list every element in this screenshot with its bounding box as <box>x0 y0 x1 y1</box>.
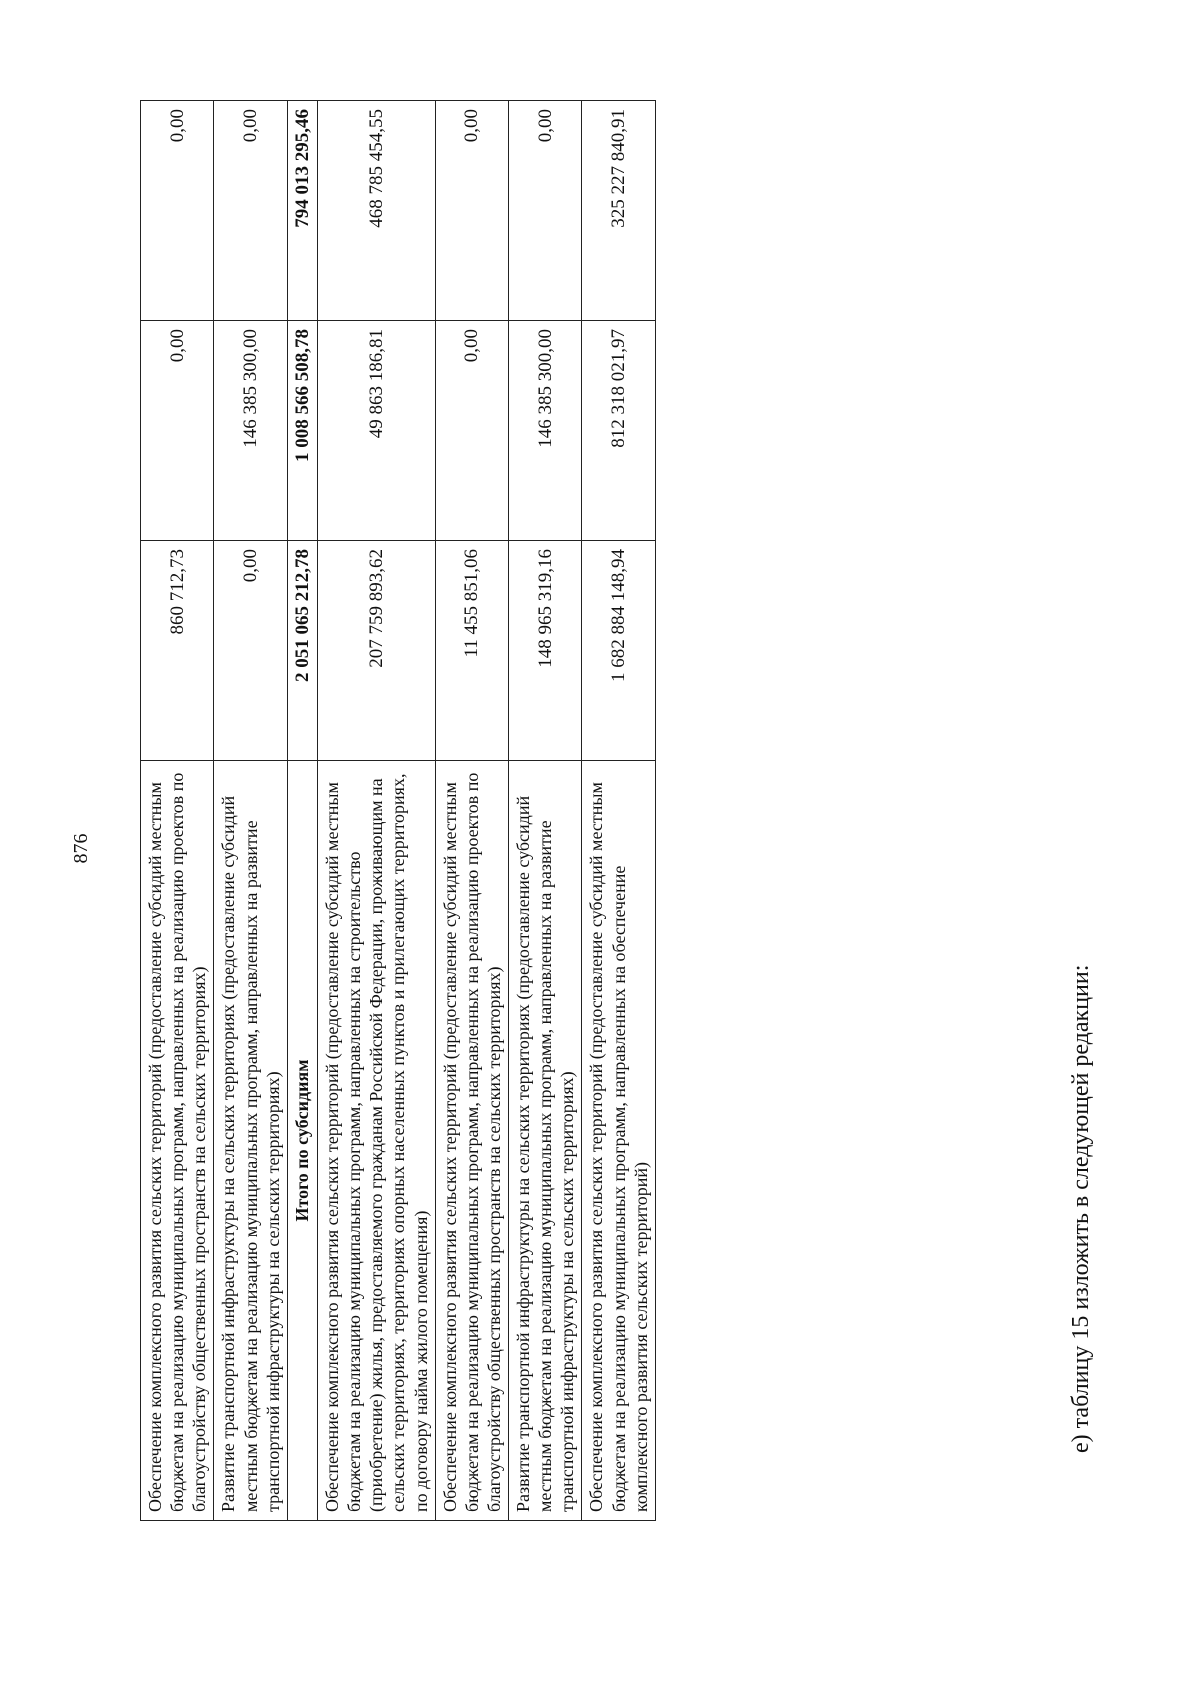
row-value-2: 812 318 021,97 <box>582 321 655 541</box>
subsidy-table-container <box>140 101 656 1521</box>
row-name: Обеспечение комплексного развития сельских территорий (предоставление субсидий местным бюджетам на реализацию муниципальных программ, направленных на реализацию проектов по благоустройству общественных пространств на сельских территориях) <box>141 761 214 1521</box>
subsidy-table <box>140 100 656 1521</box>
table-row <box>214 101 287 1521</box>
row-name: Обеспечение комплексного развития сельских территорий (предоставление субсидий местным бюджетам на реализацию муниципальных программ, направленных на реализацию проектов по благоустройству общественных пространств на сельских территориях) <box>435 761 508 1521</box>
row-value-1: 207 759 893,62 <box>318 541 436 761</box>
table-row <box>318 101 436 1521</box>
row-value-1: 860 712,73 <box>141 541 214 761</box>
row-value-2: 0,00 <box>435 321 508 541</box>
row-name: Обеспечение комплексного развития сельских территорий (предоставление субсидий местным бюджетам на реализацию муниципальных программ, направленных на строительство (приобретение) жилья, предоставляемого гражданам Российской Федерации, проживающим на сельских территориях, территориях опорных населенных пунктов и прилегающих территориях, по договору найма жилого помещения) <box>318 761 436 1521</box>
total-value-3: 794 013 295,46 <box>287 101 317 321</box>
row-value-1: 11 455 851,06 <box>435 541 508 761</box>
row-value-3: 0,00 <box>435 101 508 321</box>
row-value-2: 146 385 300,00 <box>509 321 582 541</box>
row-value-3: 468 785 454,55 <box>318 101 436 321</box>
row-value-2: 146 385 300,00 <box>214 321 287 541</box>
row-name: Развитие транспортной инфраструктуры на сельских территориях (предоставление субсидий местным бюджетам на реализацию муниципальных программ, направленных на развитие транспортной инфраструктуры на сельских территориях) <box>214 761 287 1521</box>
row-value-3: 325 227 840,91 <box>582 101 655 321</box>
row-value-1: 1 682 884 148,94 <box>582 541 655 761</box>
row-value-1: 0,00 <box>214 541 287 761</box>
row-value-3: 0,00 <box>141 101 214 321</box>
table-row <box>435 101 508 1521</box>
row-value-1: 148 965 319,16 <box>509 541 582 761</box>
table-row <box>509 101 582 1521</box>
total-value-2: 1 008 566 508,78 <box>287 321 317 541</box>
amendment-note: е) таблицу 15 изложить в следующей редакции: <box>1068 964 1094 1453</box>
row-name: Развитие транспортной инфраструктуры на сельских территориях (предоставление субсидий местным бюджетам на реализацию муниципальных программ, направленных на развитие транспортной инфраструктуры на сельских территориях) <box>509 761 582 1521</box>
row-value-2: 49 863 186,81 <box>318 321 436 541</box>
total-label: Итого по субсидиям <box>287 761 317 1521</box>
row-name: Обеспечение комплексного развития сельских территорий (предоставление субсидий местным бюджетам на реализацию муниципальных программ, направленных на обеспечение комплексного развития сельских территорий) <box>582 761 655 1521</box>
page-number: 876 <box>70 833 92 864</box>
row-value-3: 0,00 <box>214 101 287 321</box>
table-row <box>141 101 214 1521</box>
row-value-3: 0,00 <box>509 101 582 321</box>
table-total-row <box>287 101 317 1521</box>
total-value-1: 2 051 065 212,78 <box>287 541 317 761</box>
row-value-2: 0,00 <box>141 321 214 541</box>
table-row <box>582 101 655 1521</box>
